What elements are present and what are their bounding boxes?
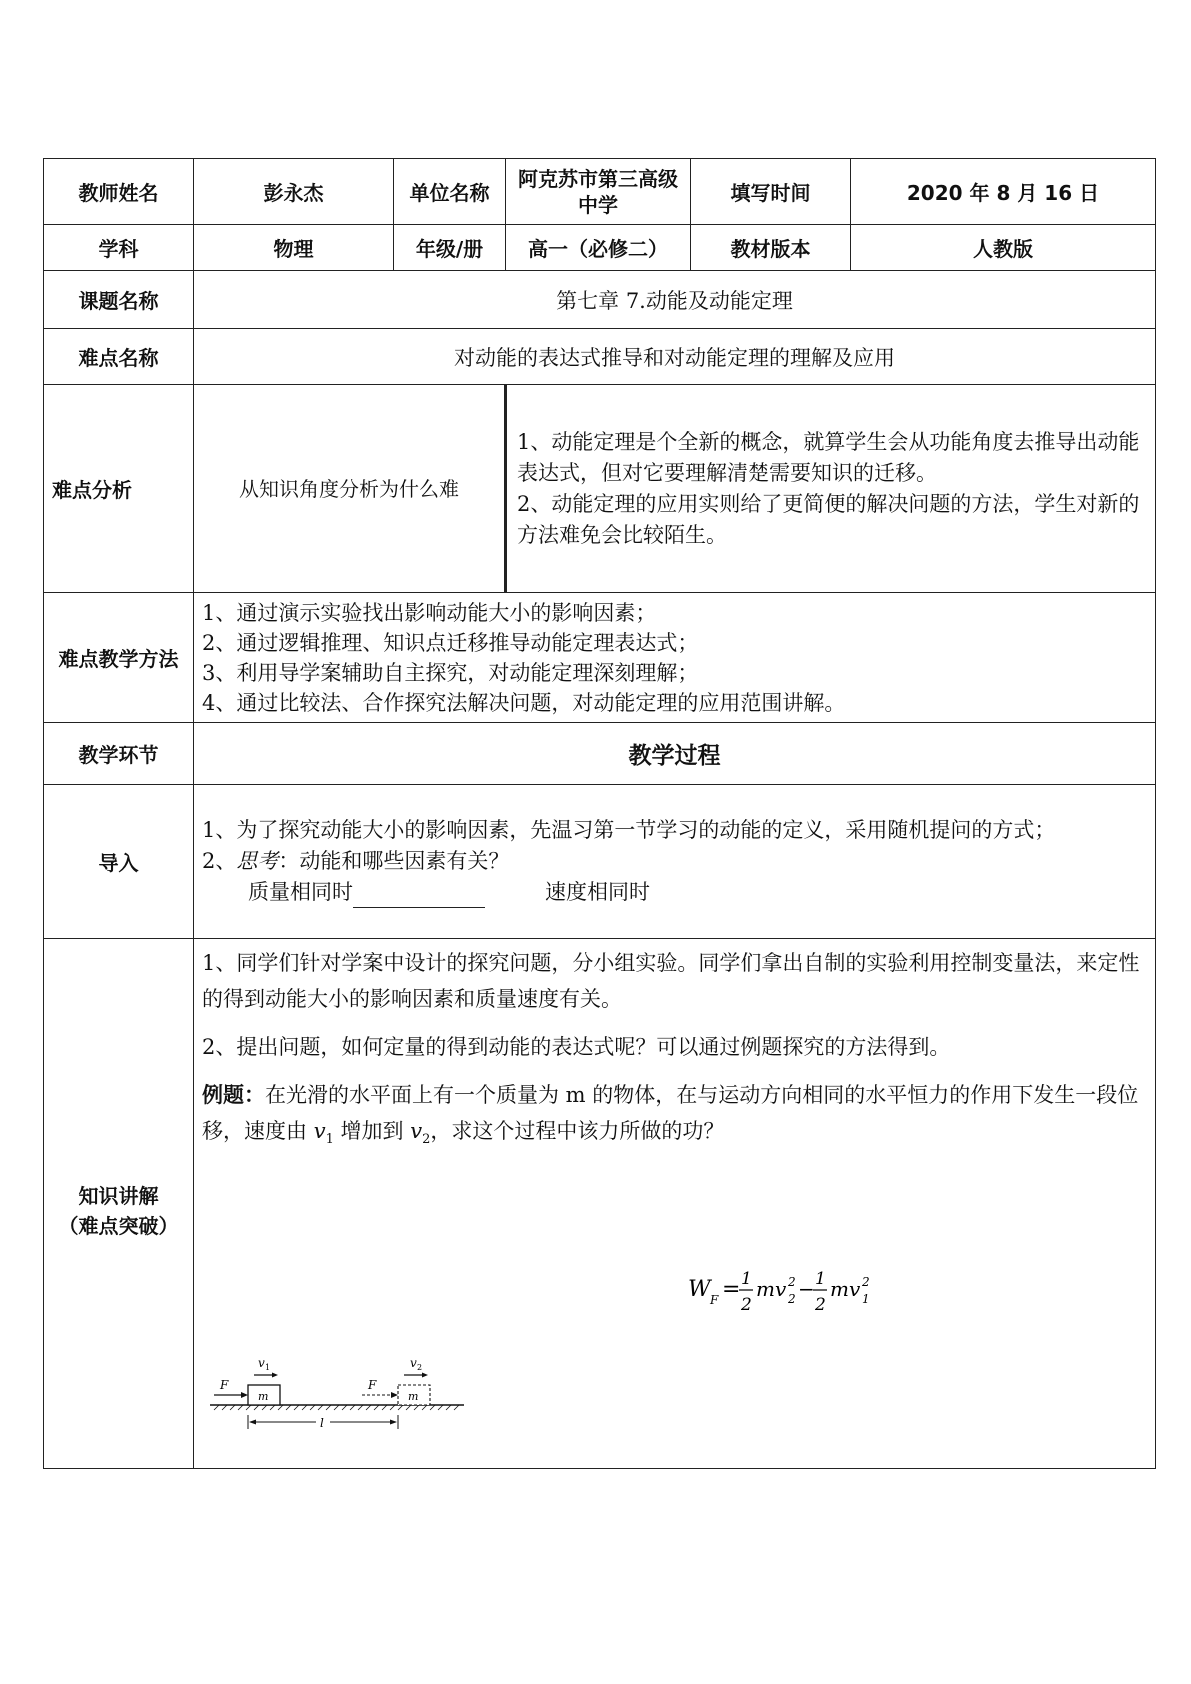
formula-equals: = bbox=[722, 1277, 741, 1302]
block-motion-diagram bbox=[206, 1345, 476, 1445]
intro-label: 导入 bbox=[44, 785, 194, 939]
intro-line-2-rest: ：动能和哪些因素有关？ bbox=[278, 849, 510, 873]
formula-half-den-1: 2 bbox=[741, 1295, 752, 1315]
force-arrowhead-initial bbox=[241, 1392, 248, 1398]
formula-sub-2: 2 bbox=[788, 1292, 796, 1306]
row-subject-info bbox=[44, 225, 1156, 271]
unit-name-label: 单位名称 bbox=[394, 159, 506, 225]
work-energy-formula bbox=[688, 1254, 888, 1324]
example-v2: v bbox=[410, 1119, 423, 1143]
analysis-label: 难点分析 bbox=[44, 385, 194, 593]
formula-half-den-2: 2 bbox=[815, 1295, 826, 1315]
formula-half-num-2: 1 bbox=[815, 1269, 826, 1289]
formula-sub-1: 1 bbox=[862, 1292, 870, 1306]
methods-label: 难点教学方法 bbox=[44, 593, 194, 723]
unit-name-value: 阿克苏市第三高级中学 bbox=[506, 159, 691, 225]
intro-line-2 bbox=[202, 846, 1147, 877]
velocity-label-1-sub: 1 bbox=[265, 1363, 271, 1372]
force-arrowhead-final bbox=[391, 1392, 398, 1398]
date-value: 2020 年 8 月 16 日 bbox=[851, 159, 1156, 225]
formula-mv-1: mv bbox=[756, 1277, 787, 1301]
intro-speed-same: 速度相同时 bbox=[545, 880, 650, 904]
method-item: 1、通过演示实验找出影响动能大小的影响因素； bbox=[202, 600, 657, 625]
example-v2-sub: 2 bbox=[422, 1132, 431, 1148]
formula-W: W bbox=[688, 1277, 711, 1302]
distance-label: l bbox=[320, 1416, 324, 1430]
date-label: 填写时间 bbox=[691, 159, 851, 225]
intro-line-2-prefix: 2、 bbox=[202, 849, 237, 873]
analysis-point-1: 1、动能定理是个全新的概念，就算学生会从功能角度去推导出动能表达式，但对它要理解清楚需要知识的迁移。 bbox=[517, 429, 1140, 485]
subject-value: 物理 bbox=[194, 225, 394, 271]
velocity-label-2-sub: 2 bbox=[417, 1363, 423, 1372]
difficulty-value: 对动能的表达式推导和对动能定理的理解及应用 bbox=[194, 329, 1156, 385]
edition-value: 人教版 bbox=[851, 225, 1156, 271]
example-label: 例题： bbox=[202, 1083, 265, 1107]
method-item: 4、通过比较法、合作探究法解决问题，对动能定理的应用范围讲解。 bbox=[202, 690, 846, 715]
teacher-name-value: 彭永杰 bbox=[194, 159, 394, 225]
lesson-plan-table bbox=[43, 158, 1156, 1469]
example-text-c: ，求这个过程中该力所做的功？ bbox=[430, 1119, 725, 1143]
intro-content bbox=[194, 785, 1156, 939]
formula-half-num-1: 1 bbox=[741, 1269, 752, 1289]
analysis-point-2: 2、动能定理的应用实则给了更简便的解决问题的方法，学生对新的方法难免会比较陌生。 bbox=[517, 491, 1140, 547]
topic-label: 课题名称 bbox=[44, 271, 194, 329]
velocity-label-2: v bbox=[410, 1356, 417, 1370]
row-topic bbox=[44, 271, 1156, 329]
force-label-final: F bbox=[368, 1378, 377, 1392]
knowledge-label-line-2: （难点突破） bbox=[58, 1213, 179, 1238]
velocity-arrowhead-2 bbox=[422, 1373, 428, 1378]
process-title: 教学过程 bbox=[194, 723, 1156, 785]
formula-minus: − bbox=[798, 1277, 815, 1301]
formula-mv-2: mv bbox=[830, 1277, 861, 1301]
grade-label: 年级/册 bbox=[394, 225, 506, 271]
row-teacher-info bbox=[44, 159, 1156, 225]
block-initial-mass-label: m bbox=[258, 1390, 269, 1403]
force-label-initial: F bbox=[220, 1378, 229, 1392]
difficulty-label: 难点名称 bbox=[44, 329, 194, 385]
process-label: 教学环节 bbox=[44, 723, 194, 785]
row-analysis bbox=[44, 385, 1156, 593]
intro-line-3 bbox=[202, 877, 1147, 908]
velocity-arrowhead-1 bbox=[272, 1373, 278, 1378]
topic-value: 第七章 7.动能及动能定理 bbox=[194, 271, 1156, 329]
methods-content bbox=[194, 593, 1156, 723]
example-v1: v bbox=[313, 1119, 326, 1143]
grade-value: 高一（必修二） bbox=[506, 225, 691, 271]
teacher-name-label: 教师姓名 bbox=[44, 159, 194, 225]
row-intro bbox=[44, 785, 1156, 939]
knowledge-label bbox=[44, 939, 194, 1469]
intro-think: 思考 bbox=[236, 849, 279, 873]
distance-arrowhead-left bbox=[249, 1420, 256, 1425]
example-text-a: 在光滑的水平面上有一个质量为 m 的物体，在与运动方向相同的水平恒力的作用下发生一段位移，速度由 bbox=[202, 1083, 1139, 1143]
example-v1-sub: 1 bbox=[325, 1132, 334, 1148]
velocity-label-1: v bbox=[258, 1356, 265, 1370]
knowledge-example bbox=[202, 1077, 1147, 1158]
row-methods bbox=[44, 593, 1156, 723]
analysis-content bbox=[506, 385, 1156, 593]
distance-arrowhead-right bbox=[390, 1420, 397, 1425]
subject-label: 学科 bbox=[44, 225, 194, 271]
intro-mass-same: 质量相同时 bbox=[248, 880, 353, 904]
formula-W-sub: F bbox=[710, 1293, 719, 1307]
formula-sup-2: 2 bbox=[862, 1275, 870, 1289]
intro-line-1: 1、为了探究动能大小的影响因素，先温习第一节学习的动能的定义，采用随机提问的方式； bbox=[202, 818, 1056, 842]
intro-answer-blank bbox=[353, 885, 485, 908]
analysis-sublabel: 从知识角度分析为什么难 bbox=[194, 385, 506, 593]
row-difficulty bbox=[44, 329, 1156, 385]
knowledge-paragraph-1: 1、同学们针对学案中设计的探究问题，分小组实验。同学们拿出自制的实验利用控制变量法，来定性的得到动能大小的影响因素和质量速度有关。 bbox=[202, 951, 1140, 1011]
row-process-header bbox=[44, 723, 1156, 785]
formula-sup-1: 2 bbox=[788, 1275, 796, 1289]
knowledge-label-line-1: 知识讲解 bbox=[78, 1183, 159, 1208]
method-item: 3、利用导学案辅助自主探究，对动能定理深刻理解； bbox=[202, 660, 699, 685]
block-final-mass-label: m bbox=[408, 1390, 419, 1403]
knowledge-paragraph-2: 2、提出问题，如何定量的得到动能的表达式呢？可以通过例题探究的方法得到。 bbox=[202, 1035, 951, 1059]
method-item: 2、通过逻辑推理、知识点迁移推导动能定理表达式； bbox=[202, 630, 699, 655]
edition-label: 教材版本 bbox=[691, 225, 851, 271]
example-text-b: 增加到 bbox=[333, 1119, 411, 1143]
